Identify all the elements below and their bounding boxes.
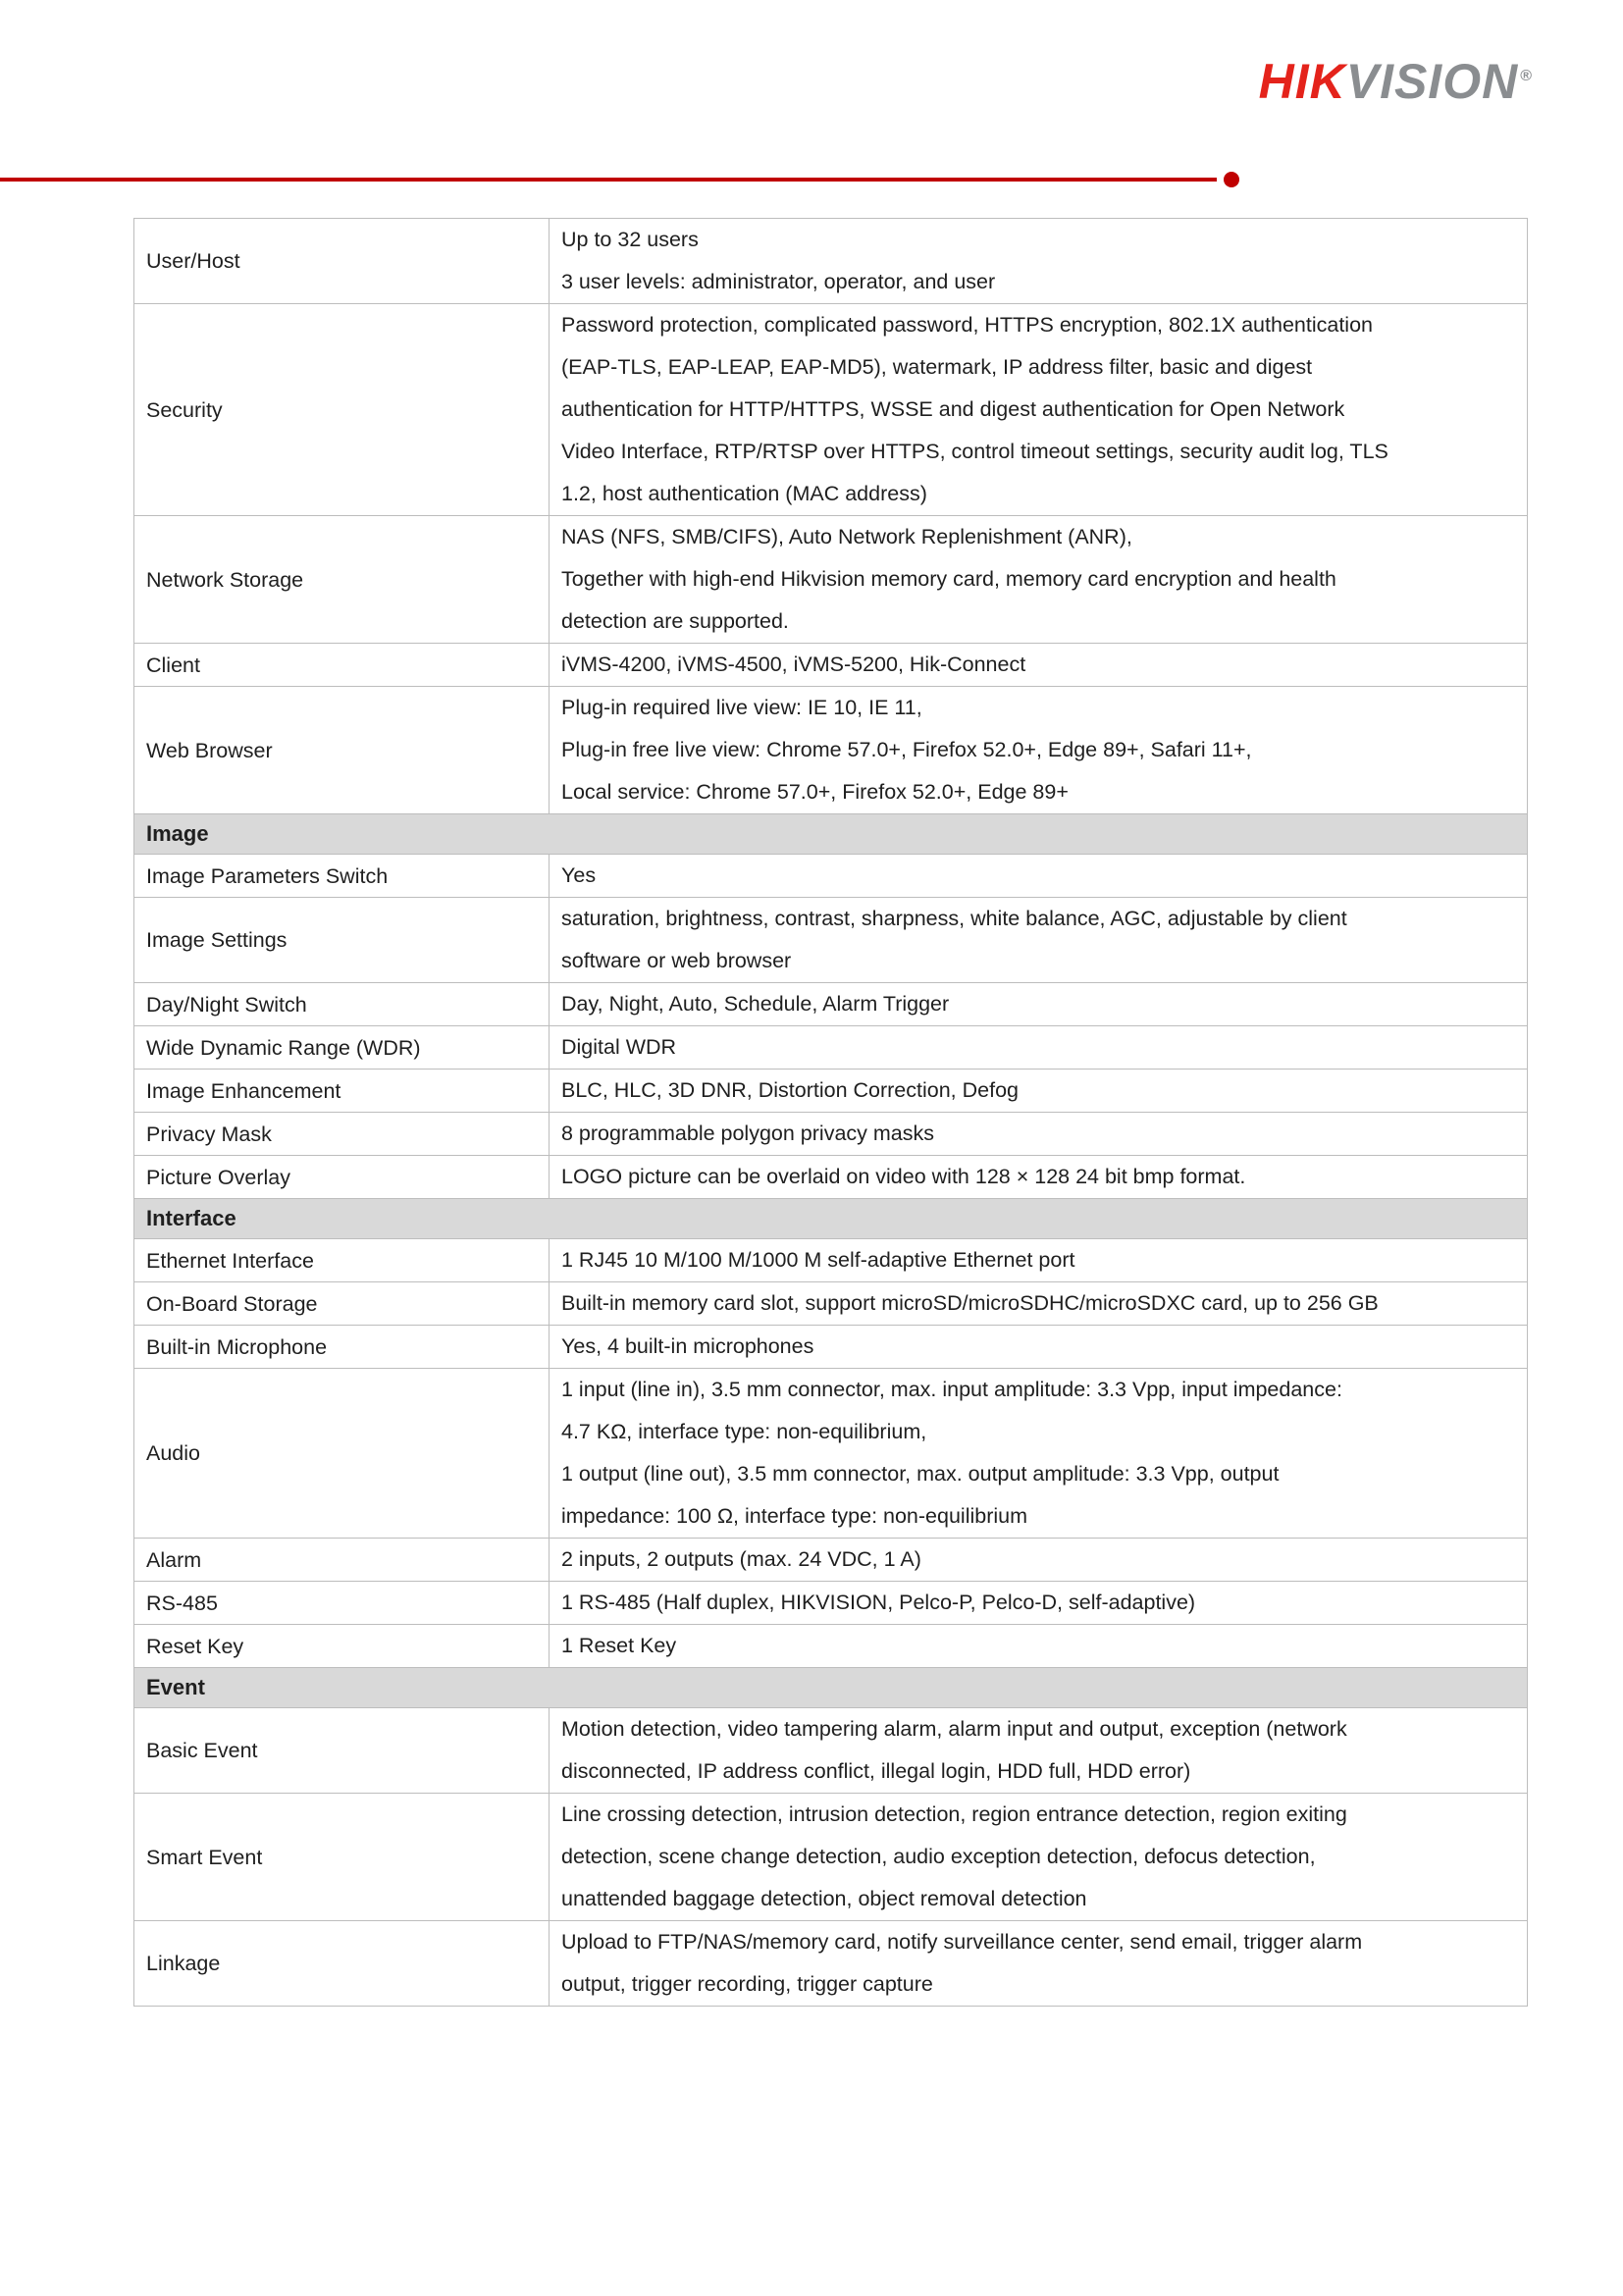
spec-label-cell: Day/Night Switch bbox=[134, 983, 550, 1026]
spec-value-cell bbox=[550, 1026, 1528, 1070]
spec-label-cell: Ethernet Interface bbox=[134, 1239, 550, 1282]
spec-value-line: Plug-in required live view: IE 10, IE 11, bbox=[561, 696, 922, 719]
spec-value-line: 1 output (line out), 3.5 mm connector, max. output amplitude: 3.3 Vpp, output bbox=[561, 1462, 1280, 1486]
spec-value-cell bbox=[550, 1625, 1528, 1668]
spec-label-cell: Picture Overlay bbox=[134, 1156, 550, 1199]
spec-value-line: 1 Reset Key bbox=[561, 1634, 677, 1657]
spec-label-cell: Basic Event bbox=[134, 1708, 550, 1794]
spec-label-cell: Image Enhancement bbox=[134, 1070, 550, 1113]
spec-value-line: Password protection, complicated password, HTTPS encryption, 802.1X authentication bbox=[561, 313, 1373, 337]
spec-value-cell bbox=[550, 1070, 1528, 1113]
spec-value-line: 1 RS-485 (Half duplex, HIKVISION, Pelco-P, Pelco-D, self-adaptive) bbox=[561, 1591, 1196, 1614]
spec-value-cell bbox=[550, 1794, 1528, 1921]
spec-value-line: Upload to FTP/NAS/memory card, notify surveillance center, send email, trigger alarm bbox=[561, 1930, 1363, 1954]
spec-value-line: disconnected, IP address conflict, illegal login, HDD full, HDD error) bbox=[561, 1759, 1191, 1783]
spec-label-cell: Smart Event bbox=[134, 1794, 550, 1921]
spec-value-line: Day, Night, Auto, Schedule, Alarm Trigger bbox=[561, 992, 950, 1016]
spec-value-line: impedance: 100 Ω, interface type: non-equilibrium bbox=[561, 1504, 1028, 1528]
spec-value-line: Local service: Chrome 57.0+, Firefox 52.0+, Edge 89+ bbox=[561, 780, 1069, 804]
spec-value-line: 3 user levels: administrator, operator, and user bbox=[561, 270, 996, 293]
spec-label-cell: Web Browser bbox=[134, 687, 550, 814]
spec-value-line: 1 input (line in), 3.5 mm connector, max. input amplitude: 3.3 Vpp, input impedance: bbox=[561, 1378, 1342, 1401]
logo-hik-text: HIK bbox=[1258, 54, 1346, 109]
table-row bbox=[134, 1369, 1528, 1539]
table-row bbox=[134, 1070, 1528, 1113]
section-header-label: Interface bbox=[134, 1199, 1528, 1239]
spec-value-cell bbox=[550, 304, 1528, 516]
spec-label-cell: Reset Key bbox=[134, 1625, 550, 1668]
table-row bbox=[134, 1708, 1528, 1794]
spec-value-line: software or web browser bbox=[561, 949, 792, 972]
section-header-row bbox=[134, 1668, 1528, 1708]
spec-value-cell bbox=[550, 1921, 1528, 2007]
spec-table bbox=[133, 218, 1528, 2007]
spec-value-line: LOGO picture can be overlaid on video with 128 × 128 24 bit bmp format. bbox=[561, 1165, 1246, 1188]
table-row bbox=[134, 219, 1528, 304]
spec-value-line: 8 programmable polygon privacy masks bbox=[561, 1122, 934, 1145]
spec-value-cell bbox=[550, 1156, 1528, 1199]
spec-value-line: Together with high-end Hikvision memory card, memory card encryption and health bbox=[561, 567, 1336, 591]
spec-value-line: Yes, 4 built-in microphones bbox=[561, 1334, 814, 1358]
spec-value-line: BLC, HLC, 3D DNR, Distortion Correction, Defog bbox=[561, 1078, 1019, 1102]
spec-value-line: iVMS-4200, iVMS-4500, iVMS-5200, Hik-Connect bbox=[561, 652, 1026, 676]
spec-value-line: Plug-in free live view: Chrome 57.0+, Firefox 52.0+, Edge 89+, Safari 11+, bbox=[561, 738, 1252, 761]
spec-label-cell: Built-in Microphone bbox=[134, 1326, 550, 1369]
spec-value-line: Digital WDR bbox=[561, 1035, 677, 1059]
spec-value-line: detection, scene change detection, audio exception detection, defocus detection, bbox=[561, 1845, 1316, 1868]
spec-label-cell: Network Storage bbox=[134, 516, 550, 644]
header-divider-dot-icon bbox=[1224, 172, 1239, 187]
spec-label-cell: Image Parameters Switch bbox=[134, 855, 550, 898]
spec-label-cell: User/Host bbox=[134, 219, 550, 304]
spec-value-line: 1.2, host authentication (MAC address) bbox=[561, 482, 927, 505]
table-row bbox=[134, 1156, 1528, 1199]
spec-value-cell bbox=[550, 898, 1528, 983]
table-row bbox=[134, 1113, 1528, 1156]
spec-value-line: unattended baggage detection, object removal detection bbox=[561, 1887, 1087, 1910]
spec-value-cell bbox=[550, 516, 1528, 644]
spec-value-cell bbox=[550, 1113, 1528, 1156]
header-divider-line bbox=[0, 178, 1217, 182]
spec-value-cell bbox=[550, 1326, 1528, 1369]
table-row bbox=[134, 1582, 1528, 1625]
spec-value-line: Built-in memory card slot, support microSD/microSDHC/microSDXC card, up to 256 GB bbox=[561, 1291, 1379, 1315]
spec-value-cell bbox=[550, 1708, 1528, 1794]
hikvision-logo bbox=[1258, 54, 1533, 109]
spec-value-line: saturation, brightness, contrast, sharpness, white balance, AGC, adjustable by client bbox=[561, 907, 1347, 930]
table-row bbox=[134, 1326, 1528, 1369]
logo-vision-text: VISION bbox=[1345, 54, 1519, 109]
spec-value-line: Line crossing detection, intrusion detection, region entrance detection, region exiting bbox=[561, 1802, 1347, 1826]
table-row bbox=[134, 1282, 1528, 1326]
spec-value-cell bbox=[550, 1369, 1528, 1539]
spec-value-line: (EAP-TLS, EAP-LEAP, EAP-MD5), watermark, IP address filter, basic and digest bbox=[561, 355, 1313, 379]
spec-value-line: NAS (NFS, SMB/CIFS), Auto Network Replenishment (ANR), bbox=[561, 525, 1132, 548]
table-row bbox=[134, 1026, 1528, 1070]
spec-label-cell: RS-485 bbox=[134, 1582, 550, 1625]
section-header-row bbox=[134, 814, 1528, 855]
spec-value-cell bbox=[550, 1539, 1528, 1582]
spec-label-cell: Linkage bbox=[134, 1921, 550, 2007]
spec-value-line: 1 RJ45 10 M/100 M/1000 M self-adaptive Ethernet port bbox=[561, 1248, 1075, 1272]
section-header-row bbox=[134, 1199, 1528, 1239]
spec-value-cell bbox=[550, 1239, 1528, 1282]
spec-label-cell: Privacy Mask bbox=[134, 1113, 550, 1156]
table-row bbox=[134, 1625, 1528, 1668]
spec-label-cell: Audio bbox=[134, 1369, 550, 1539]
table-row bbox=[134, 1539, 1528, 1582]
spec-value-cell bbox=[550, 983, 1528, 1026]
spec-value-cell bbox=[550, 1582, 1528, 1625]
table-row bbox=[134, 304, 1528, 516]
spec-label-cell: On-Board Storage bbox=[134, 1282, 550, 1326]
table-row bbox=[134, 644, 1528, 687]
table-row bbox=[134, 855, 1528, 898]
spec-label-cell: Client bbox=[134, 644, 550, 687]
spec-label-cell: Security bbox=[134, 304, 550, 516]
registered-trademark-icon: ® bbox=[1520, 68, 1533, 85]
spec-label-cell: Wide Dynamic Range (WDR) bbox=[134, 1026, 550, 1070]
spec-value-line: authentication for HTTP/HTTPS, WSSE and digest authentication for Open Network bbox=[561, 397, 1345, 421]
spec-table-body bbox=[134, 219, 1528, 2007]
spec-value-cell bbox=[550, 1282, 1528, 1326]
spec-label-cell: Image Settings bbox=[134, 898, 550, 983]
table-row bbox=[134, 1794, 1528, 1921]
spec-value-cell bbox=[550, 644, 1528, 687]
spec-value-line: Yes bbox=[561, 863, 597, 887]
spec-value-line: output, trigger recording, trigger capture bbox=[561, 1972, 933, 1996]
table-row bbox=[134, 687, 1528, 814]
spec-value-line: 4.7 KΩ, interface type: non-equilibrium, bbox=[561, 1420, 927, 1443]
section-header-label: Event bbox=[134, 1668, 1528, 1708]
table-row bbox=[134, 1921, 1528, 2007]
table-row bbox=[134, 983, 1528, 1026]
spec-label-cell: Alarm bbox=[134, 1539, 550, 1582]
spec-value-line: 2 inputs, 2 outputs (max. 24 VDC, 1 A) bbox=[561, 1547, 921, 1571]
spec-value-cell bbox=[550, 219, 1528, 304]
table-row bbox=[134, 1239, 1528, 1282]
section-header-label: Image bbox=[134, 814, 1528, 855]
table-row bbox=[134, 898, 1528, 983]
spec-value-line: Motion detection, video tampering alarm, alarm input and output, exception (network bbox=[561, 1717, 1347, 1741]
spec-value-cell bbox=[550, 855, 1528, 898]
table-row bbox=[134, 516, 1528, 644]
spec-value-line: detection are supported. bbox=[561, 609, 789, 633]
spec-value-cell bbox=[550, 687, 1528, 814]
spec-value-line: Up to 32 users bbox=[561, 228, 699, 251]
spec-value-line: Video Interface, RTP/RTSP over HTTPS, control timeout settings, security audit log, TLS bbox=[561, 440, 1388, 463]
